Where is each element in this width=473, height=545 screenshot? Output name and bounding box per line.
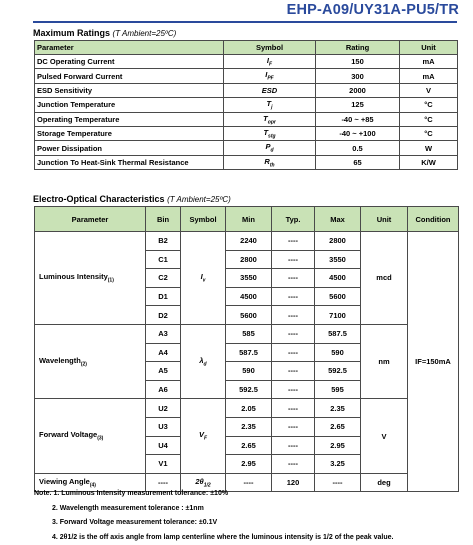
- rating-parameter: ESD Sensitivity: [35, 83, 224, 97]
- eo-min: 587.5: [226, 343, 272, 362]
- rating-symbol-base: I: [267, 56, 269, 65]
- max-ratings-heading: [33, 28, 176, 38]
- eo-typ: ----: [272, 306, 315, 325]
- rating-symbol-sub: F: [269, 61, 272, 67]
- eo-col-min: Min: [226, 207, 272, 232]
- eo-max: 4500: [315, 269, 361, 288]
- rating-parameter: Power Dissipation: [35, 141, 224, 155]
- rating-symbol: [224, 55, 316, 69]
- eo-bin: D2: [146, 306, 181, 325]
- eo-bin: D1: [146, 287, 181, 306]
- note-4-text: 4. 2θ1/2 is the off axis angle from lamp centerline where the luminous intensity is 1/2 of the peak value.: [52, 534, 393, 541]
- max-ratings-col-rating: Rating: [316, 41, 400, 55]
- eo-unit: deg: [361, 473, 408, 492]
- rating-symbol: [224, 69, 316, 83]
- max-ratings-title: Maximum Ratings: [33, 28, 110, 38]
- eo-row: [35, 324, 459, 343]
- eo-min: 2800: [226, 250, 272, 269]
- eo-typ: ----: [272, 343, 315, 362]
- max-ratings-row: [35, 83, 458, 97]
- eo-min: 2.35: [226, 417, 272, 436]
- max-ratings-row: [35, 69, 458, 83]
- eo-parameter-note: (1): [108, 278, 114, 284]
- eo-typ: ----: [272, 324, 315, 343]
- rating-unit: °C: [400, 126, 458, 140]
- eo-parameter: [35, 324, 146, 398]
- eo-table: [34, 206, 459, 492]
- eo-symbol-sub: v: [203, 278, 206, 284]
- rating-parameter: DC Operating Current: [35, 55, 224, 69]
- eo-parameter-label: Forward Voltage: [39, 430, 97, 439]
- rating-symbol-sub: opr: [268, 119, 276, 125]
- eo-bin: U4: [146, 436, 181, 455]
- max-ratings-row: [35, 55, 458, 69]
- eo-typ: ----: [272, 232, 315, 251]
- eo-symbol: [181, 399, 226, 473]
- eo-max: 590: [315, 343, 361, 362]
- eo-min: 5600: [226, 306, 272, 325]
- eo-max: 2800: [315, 232, 361, 251]
- eo-bin: U2: [146, 399, 181, 418]
- note-3: 3. Forward Voltage measurement tolerance: ±0.1V: [34, 516, 393, 531]
- eo-typ: ----: [272, 250, 315, 269]
- rating-symbol-base: P: [265, 142, 270, 151]
- max-ratings-header-row: [35, 41, 458, 55]
- note-4: [34, 531, 393, 545]
- eo-typ: 120: [272, 473, 315, 492]
- eo-bin: V1: [146, 455, 181, 474]
- rating-symbol: [224, 98, 316, 112]
- rating-symbol: [224, 112, 316, 126]
- eo-col-unit: Unit: [361, 207, 408, 232]
- eo-parameter-label: Wavelength: [39, 356, 81, 365]
- eo-max: 592.5: [315, 362, 361, 381]
- eo-condition: (T Ambient=25ºC): [167, 195, 231, 204]
- eo-max: 2.65: [315, 417, 361, 436]
- eo-max: 3.25: [315, 455, 361, 474]
- eo-unit: V: [361, 399, 408, 473]
- eo-typ: ----: [272, 380, 315, 399]
- rating-value: -40 ~ +100: [316, 126, 400, 140]
- eo-parameter-note: (2): [81, 361, 87, 367]
- rating-parameter: Junction To Heat-Sink Thermal Resistance: [35, 155, 224, 169]
- eo-symbol: [181, 232, 226, 325]
- eo-max: 2.35: [315, 399, 361, 418]
- eo-bin: B2: [146, 232, 181, 251]
- eo-min: 4500: [226, 287, 272, 306]
- rating-unit: °C: [400, 98, 458, 112]
- eo-col-bin: Bin: [146, 207, 181, 232]
- rating-symbol-sub: stg: [268, 133, 276, 139]
- eo-symbol-sub: 1/2: [204, 482, 211, 488]
- eo-symbol-base: V: [199, 430, 204, 439]
- rating-parameter: Junction Temperature: [35, 98, 224, 112]
- note-1: Note. 1. Luminous Intensity measurement tolerance: ±10%: [34, 487, 393, 502]
- eo-min: 2240: [226, 232, 272, 251]
- eo-bin: A6: [146, 380, 181, 399]
- eo-max: 2.95: [315, 436, 361, 455]
- eo-body: [35, 232, 459, 492]
- eo-bin: A5: [146, 362, 181, 381]
- eo-min: 590: [226, 362, 272, 381]
- rating-symbol-base: I: [265, 70, 267, 79]
- eo-typ: ----: [272, 362, 315, 381]
- rating-parameter: Operating Temperature: [35, 112, 224, 126]
- rating-parameter: Pulsed Forward Current: [35, 69, 224, 83]
- rating-symbol: [224, 126, 316, 140]
- max-ratings-body: [35, 55, 458, 170]
- eo-parameter-note: (3): [97, 436, 103, 442]
- eo-bin: C2: [146, 269, 181, 288]
- eo-title: Electro-Optical Characteristics: [33, 194, 165, 204]
- max-ratings-col-symbol: Symbol: [224, 41, 316, 55]
- rating-unit: V: [400, 83, 458, 97]
- eo-unit: mcd: [361, 232, 408, 325]
- eo-symbol-base: λ: [199, 356, 203, 365]
- title-divider: [33, 21, 457, 23]
- eo-max: 587.5: [315, 324, 361, 343]
- rating-value: 0.5: [316, 141, 400, 155]
- rating-value: 65: [316, 155, 400, 169]
- max-ratings-col-parameter: Parameter: [35, 41, 224, 55]
- eo-heading: [33, 194, 231, 204]
- eo-col-parameter: Parameter: [35, 207, 146, 232]
- rating-unit: °C: [400, 112, 458, 126]
- eo-symbol-base: I: [201, 272, 203, 281]
- eo-typ: ----: [272, 455, 315, 474]
- rating-symbol-base: T: [267, 99, 272, 108]
- eo-typ: ----: [272, 417, 315, 436]
- eo-min: 3550: [226, 269, 272, 288]
- max-ratings-row: [35, 155, 458, 169]
- rating-symbol-sub: th: [270, 162, 275, 168]
- eo-max: 7100: [315, 306, 361, 325]
- part-number-title: EHP-A09/UY31A-PU5/TR: [287, 2, 459, 18]
- rating-unit: mA: [400, 55, 458, 69]
- max-ratings-row: [35, 126, 458, 140]
- rating-symbol-sub: d: [270, 148, 273, 154]
- rating-symbol: [224, 155, 316, 169]
- notes: [34, 487, 393, 545]
- rating-symbol-base: T: [263, 128, 268, 137]
- rating-symbol-base: T: [263, 114, 268, 123]
- rating-symbol-base: ESD: [262, 86, 277, 95]
- eo-typ: ----: [272, 287, 315, 306]
- eo-min: 585: [226, 324, 272, 343]
- rating-unit: mA: [400, 69, 458, 83]
- max-ratings-row: [35, 98, 458, 112]
- rating-parameter: Storage Temperature: [35, 126, 224, 140]
- rating-unit: W: [400, 141, 458, 155]
- rating-value: 150: [316, 55, 400, 69]
- eo-typ: ----: [272, 436, 315, 455]
- eo-bin: A3: [146, 324, 181, 343]
- eo-parameter-label: Viewing Angle: [39, 477, 90, 486]
- rating-symbol: [224, 141, 316, 155]
- eo-symbol-sub: F: [204, 436, 207, 442]
- note-2: 2. Wavelength measurement tolerance : ±1nm: [34, 502, 393, 517]
- rating-unit: K/W: [400, 155, 458, 169]
- rating-value: 2000: [316, 83, 400, 97]
- eo-symbol-sub: d: [204, 361, 207, 367]
- rating-symbol-base: R: [264, 157, 269, 166]
- eo-parameter: [35, 232, 146, 325]
- eo-col-condition: Condition: [408, 207, 459, 232]
- eo-symbol: [181, 324, 226, 398]
- max-ratings-col-unit: Unit: [400, 41, 458, 55]
- eo-row: [35, 399, 459, 418]
- eo-min: 592.5: [226, 380, 272, 399]
- eo-max: 595: [315, 380, 361, 399]
- rating-value: 300: [316, 69, 400, 83]
- eo-col-max: Max: [315, 207, 361, 232]
- eo-parameter-note: (4): [90, 482, 96, 488]
- eo-max: 3550: [315, 250, 361, 269]
- max-ratings-condition: (T Ambient=25ºC): [113, 29, 177, 38]
- eo-min: 2.05: [226, 399, 272, 418]
- eo-min: 2.95: [226, 455, 272, 474]
- eo-condition-value: IF=150mA: [408, 232, 459, 492]
- max-ratings-row: [35, 141, 458, 155]
- rating-symbol-sub: PF: [267, 76, 273, 82]
- rating-value: 125: [316, 98, 400, 112]
- eo-symbol-base: 2θ: [195, 477, 203, 486]
- max-ratings-table: [34, 40, 458, 170]
- rating-symbol-sub: j: [271, 105, 272, 111]
- rating-symbol: [224, 83, 316, 97]
- eo-bin: C1: [146, 250, 181, 269]
- eo-col-typ: Typ.: [272, 207, 315, 232]
- eo-bin: U3: [146, 417, 181, 436]
- eo-unit: nm: [361, 324, 408, 398]
- eo-max: ----: [315, 473, 361, 492]
- rating-value: -40 ~ +85: [316, 112, 400, 126]
- eo-parameter-label: Luminous Intensity: [39, 272, 108, 281]
- max-ratings-row: [35, 112, 458, 126]
- eo-col-symbol: Symbol: [181, 207, 226, 232]
- eo-min: ----: [226, 473, 272, 492]
- eo-min: 2.65: [226, 436, 272, 455]
- eo-header-row: [35, 207, 459, 232]
- eo-bin: A4: [146, 343, 181, 362]
- eo-parameter: [35, 399, 146, 473]
- eo-typ: ----: [272, 269, 315, 288]
- eo-typ: ----: [272, 399, 315, 418]
- eo-row: [35, 232, 459, 251]
- eo-bin: ----: [146, 473, 181, 492]
- eo-max: 5600: [315, 287, 361, 306]
